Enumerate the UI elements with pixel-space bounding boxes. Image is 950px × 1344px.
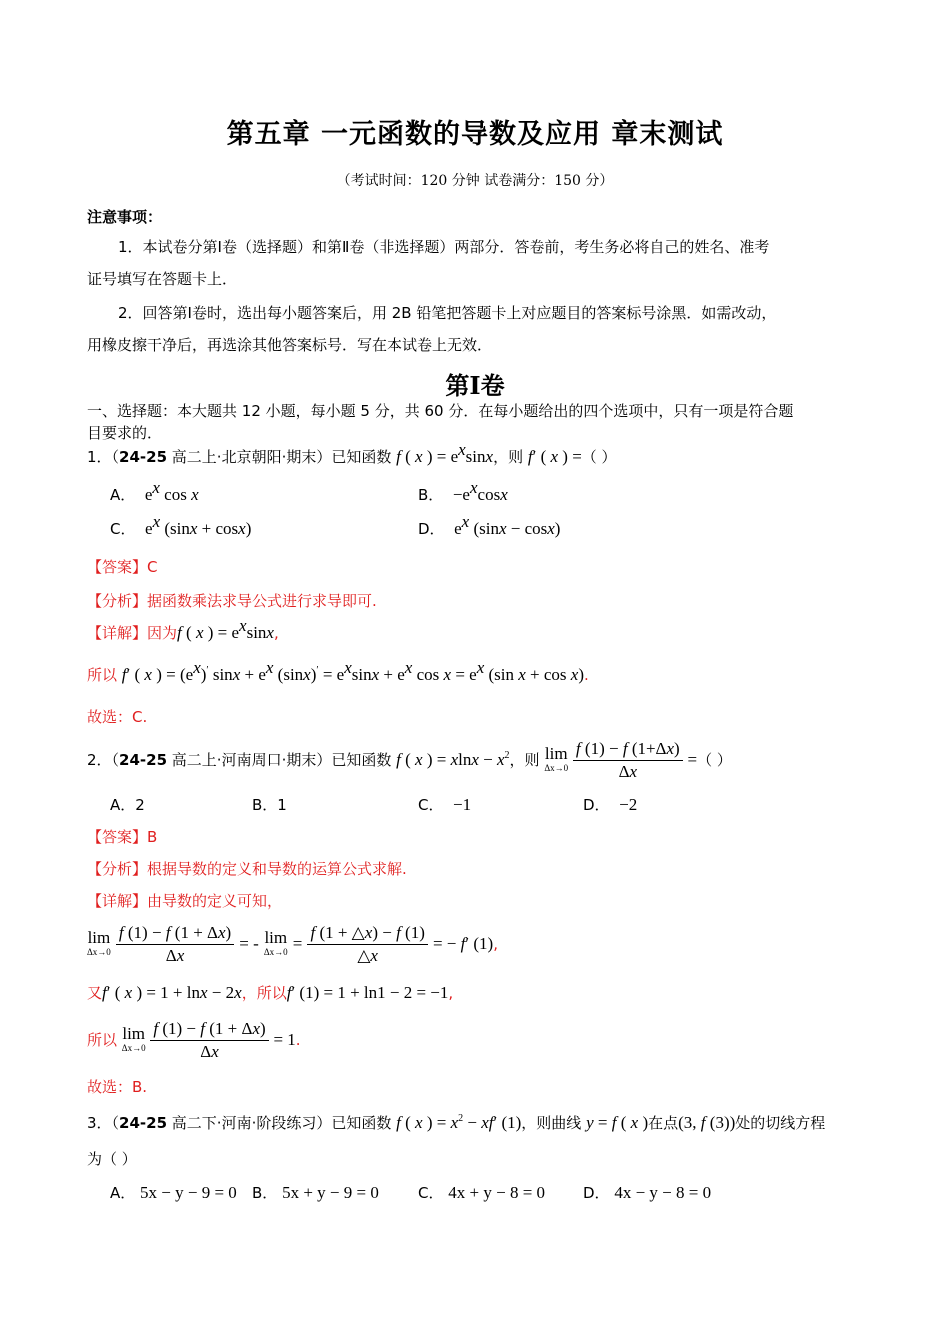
q2-detail: 【详解】由导数的定义可知， xyxy=(87,892,283,910)
q3-option-b[interactable]: B． 5x + y − 9 = 0 xyxy=(252,1183,379,1202)
q2-result: 所以 lim Δx→0 $\frac{f (1) - f (1 + \Delta x)}{\Delta x}$ = 1. xyxy=(87,1019,301,1061)
notice-item-1: 1．本试卷分第Ⅰ卷（选择题）和第Ⅱ卷（非选择题）两部分．答卷前，考生务必将自己的姓名、准考 xyxy=(118,238,770,256)
section-description-cont: 目要求的． xyxy=(87,424,163,442)
q2-answer: 【答案】B xyxy=(87,828,158,846)
notice-item-2: 2．回答第Ⅰ卷时，选出每小题答案后，用 2B 铅笔把答题卡上对应题目的答案标号涂黑．如需改动， xyxy=(118,304,777,322)
page-title: 第五章 一元函数的导数及应用 章末测试 xyxy=(226,119,724,150)
section-title: 第Ⅰ卷 xyxy=(445,371,505,400)
notice-item-2-cont: 用橡皮擦干净后，再选涂其他答案标号．写在本试卷上无效． xyxy=(87,336,493,354)
q2-option-c[interactable]: C． −1 xyxy=(418,795,472,814)
q2-option-b[interactable]: B．1 xyxy=(252,796,287,814)
q3-option-a[interactable]: A． 5x − y − 9 = 0 xyxy=(110,1183,237,1202)
q1-answer: 【答案】C xyxy=(87,558,158,576)
q1-detail: 【详解】因为f ( x ) = $e^x\sin x$, xyxy=(87,616,279,642)
q1-analysis: 【分析】据函数乘法求导公式进行求导即可. xyxy=(87,592,377,610)
q1-option-a[interactable]: A． $e^x$ cos x xyxy=(110,478,199,504)
q2-option-a[interactable]: A．2 xyxy=(110,796,145,814)
q1-option-c[interactable]: C． $e^x$ (sinx + cosx) xyxy=(110,512,252,538)
question-2: 2．（24-25 高二上·河南周口·期末）已知函数 f ( x ) = $xlnx - x^2$，则 lim Δx→0 $\frac{f (1) - f (1+\Delta x)}{\Delta x}$ =（ ） xyxy=(87,739,732,781)
notice-item-1-cont: 证号填写在答题卡上． xyxy=(87,270,238,288)
q1-derivation: 所以 f′ ( x ) = $(e^x)'$ $\sin x + e^x$ $(\sin x)' = e^x\sin x + e^x$ $\cos x = e^x$ (sin x + cos x). xyxy=(87,658,589,684)
q2-option-d[interactable]: D． −2 xyxy=(583,795,638,814)
q2-limit-equation: lim Δx→0 $\frac{f (1) - f (1 + \Delta x)}{\Delta x}$ = - lim Δx→0 = $\frac{f (1 + \triangle x) - f (1)}{\triangle x}$ = − f′ (1), xyxy=(87,923,498,965)
section-description: 一、选择题：本大题共 12 小题，每小题 5 分，共 60 分．在每小题给出的四个选项中，只有一项是符合题 xyxy=(87,402,794,420)
exam-info: （考试时间：120 分钟 试卷满分：150 分） xyxy=(336,173,614,189)
q1-option-b[interactable]: B． $-e^x\cos x$ xyxy=(418,478,508,504)
q1-conclusion: 故选：C. xyxy=(87,708,148,726)
q2-conclusion: 故选：B. xyxy=(87,1078,148,1096)
q1-option-d[interactable]: D． $e^x$ (sinx − cosx) xyxy=(418,512,561,538)
q3-option-c[interactable]: C． 4x + y − 8 = 0 xyxy=(418,1183,546,1202)
q2-analysis: 【分析】根据导数的定义和导数的运算公式求解. xyxy=(87,860,407,878)
q2-derivative: 又f′ ( x ) = 1 + lnx − 2x，所以f′ (1) = 1 + ln1 − 2 = −1, xyxy=(87,983,454,1002)
notice-heading: 注意事项： xyxy=(87,208,163,226)
question-1: 1．（24-25 高二上·北京朝阳·期末）已知函数 f ( x ) = $e^x\sin x$，则 f′ ( x ) =（ ） xyxy=(87,440,617,466)
question-3: 3．（24-25 高二下·河南·阶段练习）已知函数 f ( x ) = $x^2 - xf'$ (1)，则曲线 y = f ( x )在点(3, f (3))处的切线方程 xyxy=(87,1113,826,1132)
q3-option-d[interactable]: D． 4x − y − 8 = 0 xyxy=(583,1183,712,1202)
question-3-cont: 为（ ） xyxy=(87,1150,137,1168)
